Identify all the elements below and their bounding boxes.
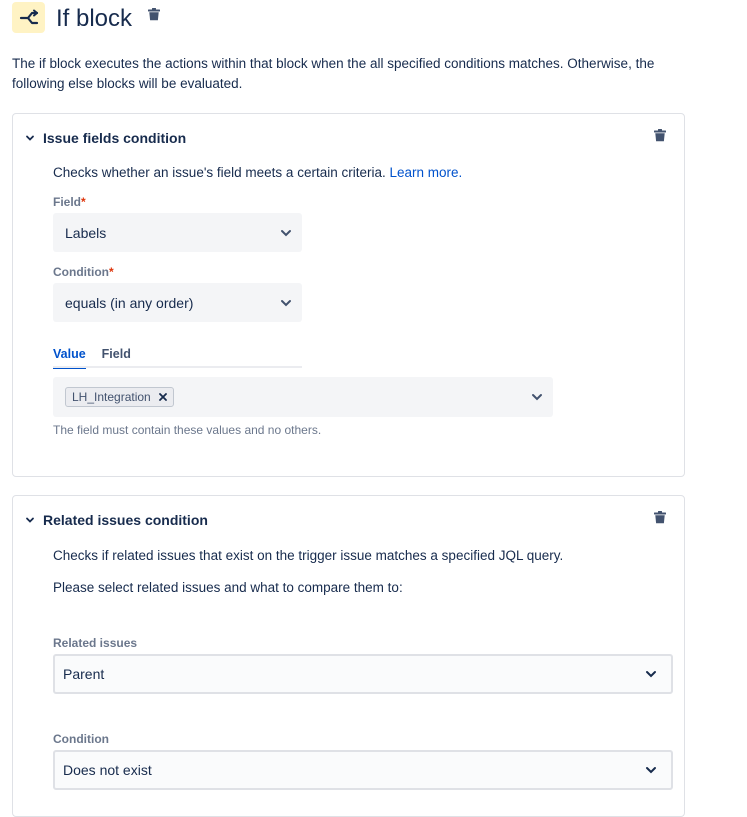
remove-tag-icon[interactable] <box>159 393 167 401</box>
required-mark: * <box>81 195 86 209</box>
related-condition-select[interactable] <box>53 750 673 790</box>
block-description: The if block executes the actions within that block when the all specified conditions matches. Otherwise, the following else blocks will be evaluated. <box>12 56 655 91</box>
related-condition-label: Condition <box>53 732 109 746</box>
related-issues-select[interactable] <box>53 654 673 694</box>
description-text: Checks whether an issue's field meets a certain criteria. <box>53 165 386 180</box>
field-select[interactable] <box>53 213 302 252</box>
chevron-down-icon <box>280 297 292 309</box>
issue-fields-condition-header[interactable] <box>25 130 186 146</box>
branch-icon <box>19 9 39 27</box>
chevron-down-icon <box>25 515 35 525</box>
condition-label-text: Condition <box>53 265 109 279</box>
field-label <box>53 195 86 209</box>
tabs-underline <box>53 366 302 368</box>
tag-label: LH_Integration <box>72 390 151 404</box>
required-mark: * <box>108 265 114 279</box>
condition-description <box>53 165 462 180</box>
delete-block-button[interactable] <box>148 8 160 26</box>
trash-icon <box>654 129 666 142</box>
related-issues-label: Related issues <box>53 636 138 650</box>
related-description: Checks if related issues that exist on the trigger issue matches a specified JQL query. <box>53 548 564 563</box>
condition-select-value: equals (in any order) <box>65 294 194 311</box>
section-title: Related issues condition <box>43 512 208 528</box>
trash-icon <box>148 8 160 21</box>
learn-more-link[interactable]: Learn more. <box>389 165 463 180</box>
tab-value[interactable]: Value <box>53 347 86 369</box>
related-issues-condition-header[interactable] <box>25 512 208 528</box>
chevron-down-icon <box>531 391 543 403</box>
field-select-value: Labels <box>65 224 107 241</box>
field-label-text: Field <box>53 195 82 209</box>
related-condition-value: Does not exist <box>63 762 152 778</box>
condition-select[interactable] <box>53 283 302 322</box>
tab-field[interactable]: Field <box>101 347 131 361</box>
condition-label <box>53 265 114 279</box>
related-issues-value: Parent <box>63 666 105 682</box>
values-multiselect[interactable] <box>53 377 553 417</box>
related-instruction: Please select related issues and what to compare them to: <box>53 580 403 595</box>
chevron-down-icon <box>645 764 657 776</box>
chevron-down-icon <box>280 227 292 239</box>
if-block-icon <box>12 2 45 33</box>
delete-condition-button[interactable] <box>654 129 666 147</box>
value-tag <box>65 387 174 407</box>
page-title: If block <box>56 5 133 32</box>
chevron-down-icon <box>25 133 35 143</box>
help-text: The field must contain these values and no others. <box>53 423 322 437</box>
trash-icon <box>654 511 666 524</box>
delete-condition-button[interactable] <box>654 511 666 529</box>
section-title: Issue fields condition <box>43 130 187 146</box>
chevron-down-icon <box>645 668 657 680</box>
